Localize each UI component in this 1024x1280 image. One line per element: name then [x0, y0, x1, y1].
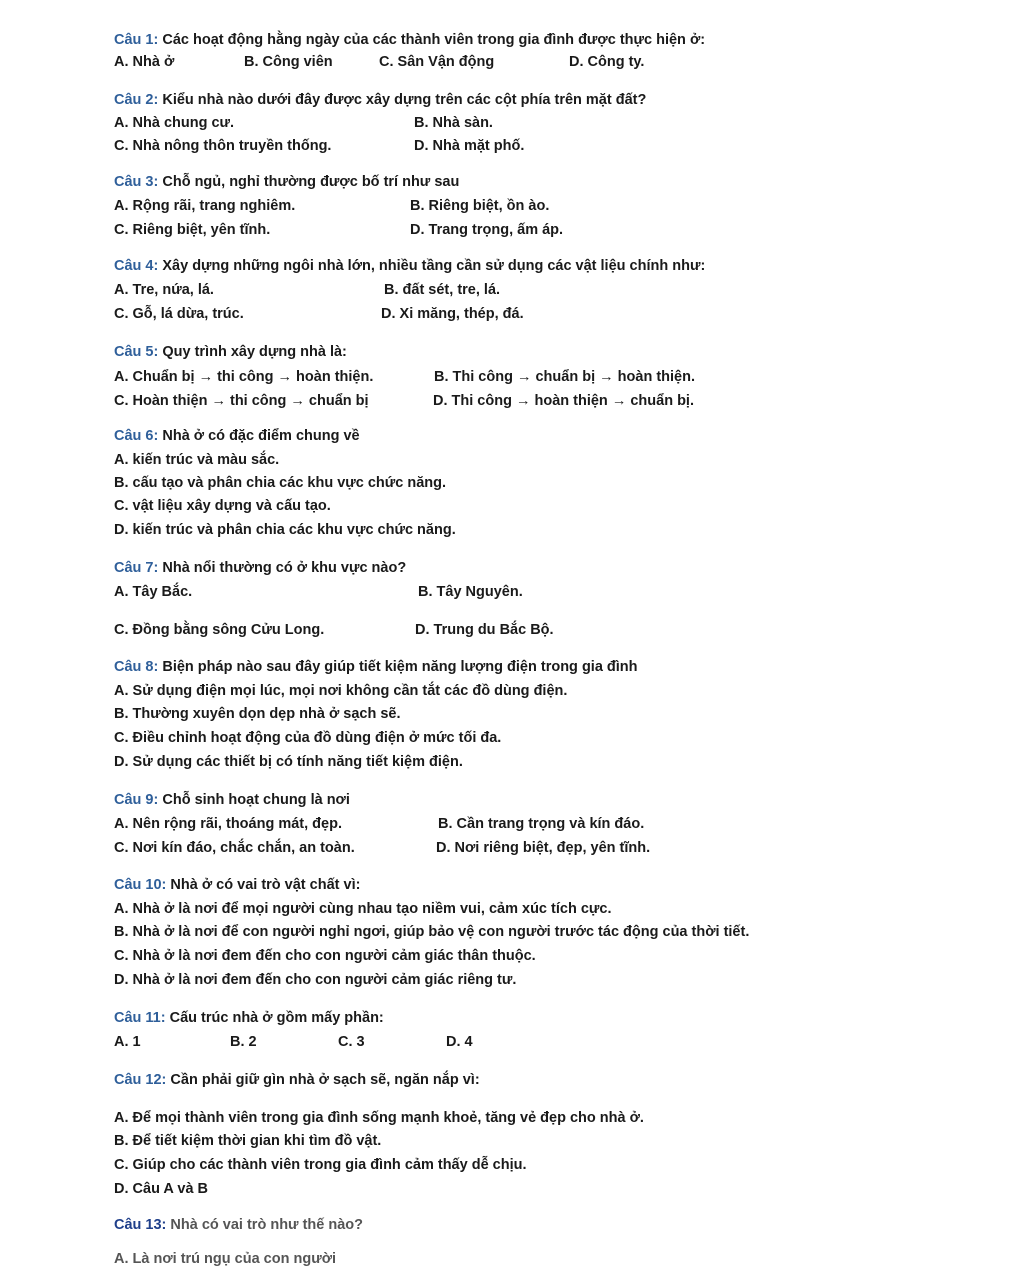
- option-c[interactable]: C. 3: [338, 1034, 365, 1050]
- question-text: Xây dựng những ngôi nhà lớn, nhiều tầng cần sử dụng các vật liệu chính như:: [162, 258, 706, 274]
- option-a[interactable]: A. Rộng rãi, trang nghiêm.: [114, 198, 296, 214]
- option-b[interactable]: B. Nhà ở là nơi để con người nghỉ ngơi, giúp bảo vệ con người trước tác động của thời tiết.: [114, 924, 750, 940]
- question-label: Câu 13:: [114, 1217, 167, 1233]
- question-2: [114, 90, 994, 156]
- option-b[interactable]: B. đất sét, tre, lá.: [384, 282, 501, 298]
- option-b[interactable]: B. Để tiết kiệm thời gian khi tìm đồ vật.: [114, 1133, 382, 1149]
- option-c[interactable]: C. Đồng bằng sông Cửu Long.: [114, 622, 325, 638]
- question-8: [114, 657, 638, 772]
- option-c[interactable]: C. Giúp cho các thành viên trong gia đình cảm thấy dễ chịu.: [114, 1157, 527, 1173]
- option-a[interactable]: A. Là nơi trú ngụ của con người: [114, 1251, 337, 1267]
- option-d[interactable]: D. Trang trọng, ấm áp.: [410, 222, 564, 238]
- option-b[interactable]: B. 2: [230, 1034, 257, 1050]
- option-c[interactable]: C. Nhà nông thôn truyền thống.: [114, 138, 332, 154]
- question-label: Câu 1:: [114, 32, 159, 48]
- option-d[interactable]: D. Nơi riêng biệt, đẹp, yên tĩnh.: [436, 840, 651, 856]
- option-a[interactable]: A. Sử dụng điện mọi lúc, mọi nơi không cần tắt các đồ dùng điện.: [114, 683, 568, 699]
- question-label: Câu 12:: [114, 1072, 167, 1088]
- question-7: [114, 558, 994, 640]
- question-label: Câu 6:: [114, 428, 159, 444]
- question-text: Nhà ở có vai trò vật chất vì:: [170, 877, 361, 893]
- option-d[interactable]: D. kiến trúc và phân chia các khu vực chức năng.: [114, 522, 456, 538]
- option-d[interactable]: D. Sử dụng các thiết bị có tính năng tiết kiệm điện.: [114, 754, 463, 770]
- option-d[interactable]: D. Xi măng, thép, đá.: [381, 306, 524, 322]
- option-a[interactable]: A. Chuẩn bị → thi công → hoàn thiện.: [114, 369, 374, 385]
- option-d[interactable]: D. Nhà mặt phố.: [414, 138, 525, 154]
- option-c[interactable]: C. Riêng biệt, yên tĩnh.: [114, 222, 271, 238]
- question-text: Nhà có vai trò như thế nào?: [170, 1217, 363, 1233]
- option-a[interactable]: A. Tây Bắc.: [114, 584, 193, 600]
- question-text: Nhà ở có đặc điểm chung về: [162, 428, 360, 444]
- question-text: Quy trình xây dựng nhà là:: [162, 344, 347, 360]
- option-c[interactable]: C. Gỗ, lá dừa, trúc.: [114, 306, 244, 322]
- option-d[interactable]: D. 4: [446, 1034, 473, 1050]
- option-b[interactable]: B. Thường xuyên dọn dẹp nhà ở sạch sẽ.: [114, 706, 401, 722]
- option-a[interactable]: A. Nhà chung cư.: [114, 115, 235, 131]
- question-10: [114, 875, 749, 990]
- question-9: [114, 790, 994, 858]
- option-d[interactable]: D. Thi công → hoàn thiện → chuẩn bị.: [433, 393, 694, 409]
- question-label: Câu 5:: [114, 344, 159, 360]
- question-text: Cấu trúc nhà ở gồm mấy phần:: [169, 1010, 384, 1026]
- question-3: [114, 172, 994, 240]
- question-text: Các hoạt động hằng ngày của các thành viên trong gia đình được thực hiện ở:: [162, 32, 706, 48]
- option-a[interactable]: A. kiến trúc và màu sắc.: [114, 452, 280, 468]
- option-c[interactable]: C. Nơi kín đáo, chắc chắn, an toàn.: [114, 840, 355, 856]
- question-label: Câu 8:: [114, 659, 159, 675]
- question-label: Câu 9:: [114, 792, 159, 808]
- option-b[interactable]: B. Riêng biệt, ồn ào.: [410, 198, 550, 214]
- question-text: Biện pháp nào sau đây giúp tiết kiệm năng lượng điện trong gia đình: [162, 659, 638, 675]
- option-c[interactable]: C. vật liệu xây dựng và cấu tạo.: [114, 498, 331, 514]
- option-a[interactable]: A. Tre, nứa, lá.: [114, 282, 214, 298]
- option-d[interactable]: D. Công ty.: [569, 54, 645, 70]
- question-label: Câu 10:: [114, 877, 167, 893]
- question-4: [114, 256, 994, 324]
- question-text: Kiểu nhà nào dưới đây được xây dựng trên các cột phía trên mặt đất?: [162, 92, 647, 108]
- question-12: [114, 1070, 644, 1199]
- option-a[interactable]: A. Để mọi thành viên trong gia đình sống mạnh khoẻ, tăng vẻ đẹp cho nhà ở.: [114, 1110, 644, 1126]
- option-b[interactable]: B. Cần trang trọng và kín đáo.: [438, 816, 645, 832]
- option-d[interactable]: D. Câu A và B: [114, 1181, 209, 1197]
- option-c[interactable]: C. Sân Vận động: [379, 54, 495, 70]
- question-11: [114, 1008, 994, 1052]
- option-a[interactable]: A. Nhà ở: [114, 54, 175, 70]
- option-d[interactable]: D. Trung du Bắc Bộ.: [415, 622, 554, 638]
- question-5: [114, 342, 994, 411]
- question-text: Chỗ sinh hoạt chung là nơi: [162, 792, 350, 808]
- option-c[interactable]: C. Điều chỉnh hoạt động của đồ dùng điện ở mức tối đa.: [114, 730, 502, 746]
- question-text: Nhà nổi thường có ở khu vực nào?: [162, 560, 407, 576]
- option-b[interactable]: B. cấu tạo và phân chia các khu vực chức năng.: [114, 475, 447, 491]
- option-c[interactable]: C. Nhà ở là nơi đem đến cho con người cảm giác thân thuộc.: [114, 948, 536, 964]
- question-label: Câu 7:: [114, 560, 159, 576]
- option-b[interactable]: B. Tây Nguyên.: [418, 584, 523, 600]
- option-a[interactable]: A. 1: [114, 1034, 141, 1050]
- question-label: Câu 2:: [114, 92, 159, 108]
- option-d[interactable]: D. Nhà ở là nơi đem đến cho con người cảm giác riêng tư.: [114, 972, 517, 988]
- question-6: [114, 426, 456, 540]
- option-b[interactable]: B. Công viên: [244, 54, 333, 70]
- option-a[interactable]: A. Nên rộng rãi, thoáng mát, đẹp.: [114, 816, 342, 832]
- question-label: Câu 4:: [114, 258, 159, 274]
- question-13: [114, 1215, 363, 1269]
- question-text: Cần phải giữ gìn nhà ở sạch sẽ, ngăn nắp vì:: [170, 1072, 480, 1088]
- question-text: Chỗ ngủ, nghỉ thường được bố trí như sau: [162, 174, 460, 190]
- option-c[interactable]: C. Hoàn thiện → thi công → chuẩn bị: [114, 393, 369, 409]
- question-1: [114, 30, 994, 72]
- question-label: Câu 11:: [114, 1010, 166, 1026]
- question-label: Câu 3:: [114, 174, 159, 190]
- option-b[interactable]: B. Nhà sàn.: [414, 115, 493, 131]
- option-b[interactable]: B. Thi công → chuẩn bị → hoàn thiện.: [434, 369, 695, 385]
- option-a[interactable]: A. Nhà ở là nơi để mọi người cùng nhau tạo niềm vui, cảm xúc tích cực.: [114, 901, 612, 917]
